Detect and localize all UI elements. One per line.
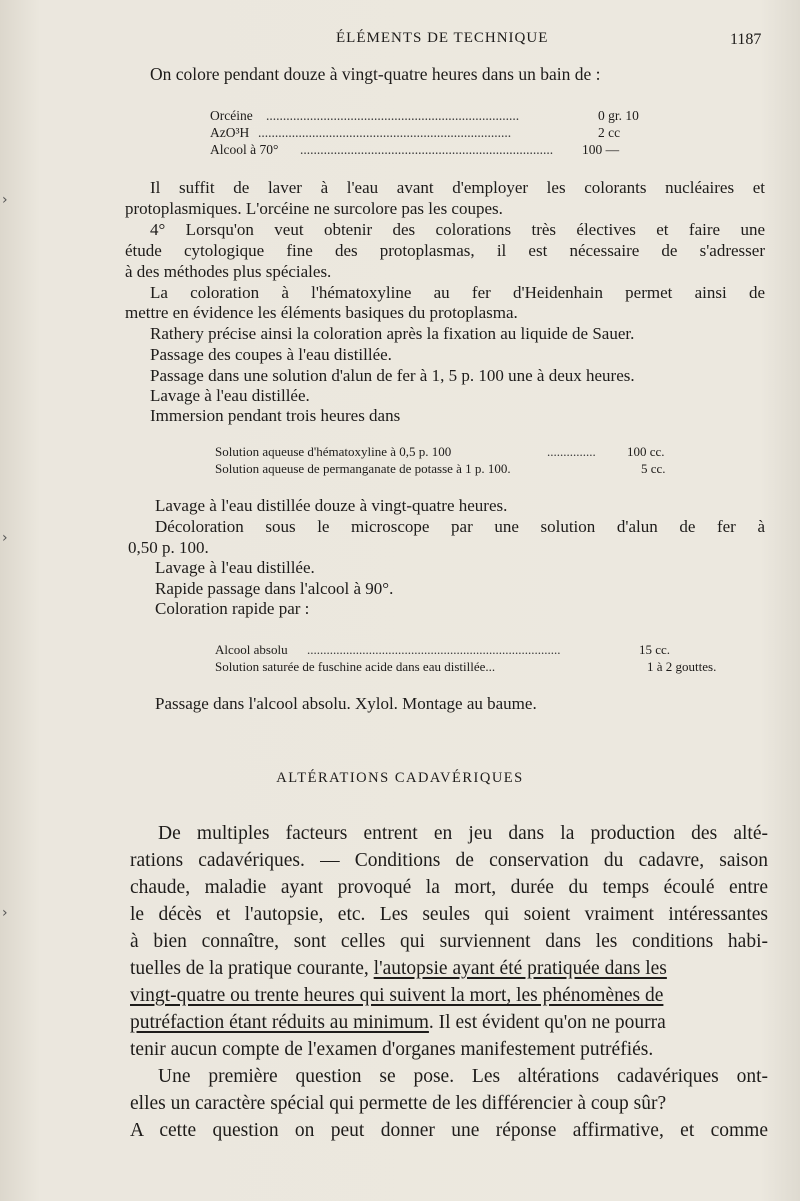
ingredient-name: AzO³H: [210, 125, 250, 140]
ingredient-qty: 2 cc: [598, 125, 621, 140]
text-line: Rapide passage dans l'alcool à 90°.: [155, 579, 394, 598]
text-line: protoplasmiques. L'orcéine ne surcolore pas les coupes.: [125, 199, 503, 218]
leader-dots: ...............: [547, 444, 596, 459]
text-segment: tuelles de la pratique courante,: [130, 958, 374, 979]
ingredient-name: Alcool absolu: [215, 642, 288, 657]
underlined-text: l'autopsie ayant été pratiquée dans les: [373, 958, 667, 979]
recipe-row: [210, 142, 670, 159]
text-line: Immersion pendant trois heures dans: [150, 406, 401, 425]
leader-dots: ..............................................................................: [307, 642, 561, 657]
text-line: rations cadavériques. — Conditions de conservation du cadavre, saison: [130, 850, 768, 871]
recipe-row: [215, 461, 695, 478]
ingredient-qty: 100 —: [582, 142, 620, 157]
recipe-row: [215, 642, 755, 659]
ingredient-qty: 100 cc.: [627, 444, 665, 459]
page-number: 1187: [730, 31, 762, 48]
ingredient-qty: 0 gr. 10: [598, 108, 639, 123]
text-line: La coloration à l'hématoxyline au fer d'Heidenhain permet ainsi de: [150, 283, 765, 302]
text-line: Lavage à l'eau distillée douze à vingt-quatre heures.: [155, 496, 508, 515]
running-title: ÉLÉMENTS DE TECHNIQUE: [336, 30, 549, 46]
recipe-row: [215, 659, 755, 676]
text-line: tenir aucun compte de l'examen d'organes manifestement putréfiés.: [130, 1039, 654, 1060]
ingredient-qty: 1 à 2 gouttes.: [647, 659, 717, 674]
text-segment: . Il est évident qu'on ne pourra: [428, 1012, 666, 1033]
text-line: Il suffit de laver à l'eau avant d'employer les colorants nucléaires et: [150, 178, 765, 197]
text-line: Lavage à l'eau distillée.: [155, 558, 315, 577]
text-line: chaude, maladie ayant provoqué la mort, durée du temps écoulé entre: [130, 877, 768, 898]
text-line: Décoloration sous le microscope par une solution d'alun de fer à: [155, 517, 765, 536]
recipe-row: [210, 108, 670, 125]
leader-dots: ...........................................................................: [266, 108, 520, 123]
underlined-text: putréfaction étant réduits au minimum: [130, 1012, 429, 1033]
text-line: Lavage à l'eau distillée.: [150, 386, 310, 405]
text-line: 0,50 p. 100.: [128, 538, 209, 557]
text-line: Rathery précise ainsi la coloration après la fixation au liquide de Sauer.: [150, 324, 635, 343]
recipe-fuschine: [215, 642, 755, 676]
text-line: Passage dans l'alcool absolu. Xylol. Montage au baume.: [155, 694, 537, 713]
text-line: De multiples facteurs entrent en jeu dans la production des alté-: [158, 823, 768, 844]
margin-mark: ›: [2, 530, 8, 546]
page-header: [0, 28, 800, 52]
recipe-row: [215, 444, 695, 461]
recipe-hematoxyline: [215, 444, 695, 478]
ingredient-name: Solution aqueuse de permanganate de potasse à 1 p. 100.: [215, 461, 511, 476]
ingredient-qty: 5 cc.: [641, 461, 666, 476]
text-line: [130, 1012, 666, 1034]
text-line: [130, 958, 768, 980]
leader-dots: ...........................................................................: [258, 125, 512, 140]
intro-line: On colore pendant douze à vingt-quatre heures dans un bain de :: [150, 64, 601, 84]
text-line: à bien connaître, sont celles qui surviennent dans les conditions habi-: [130, 931, 768, 952]
leader-dots: ...........................................................................: [300, 142, 554, 157]
text-line: à des méthodes plus spéciales.: [125, 262, 332, 281]
text-line: 4° Lorsqu'on veut obtenir des colorations très électives et faire une: [150, 220, 765, 239]
ingredient-name: Solution aqueuse d'hématoxyline à 0,5 p. 100: [215, 444, 452, 459]
text-line: elles un caractère spécial qui permette de les différencier à coup sûr?: [130, 1093, 667, 1114]
text-line: le décès et l'autopsie, etc. Les seules qui soient vraiment intéressantes: [130, 904, 768, 925]
ingredient-name: Solution saturée de fuschine acide dans eau distillée...: [215, 659, 496, 674]
margin-mark: ›: [2, 905, 8, 921]
underlined-text: vingt-quatre ou trente heures qui suivent la mort, les phénomènes de: [130, 985, 664, 1006]
text-line: mettre en évidence les éléments basiques du protoplasma.: [125, 303, 518, 322]
ingredient-name: Orcéine: [210, 108, 253, 123]
text-line: Passage dans une solution d'alun de fer à 1, 5 p. 100 une à deux heures.: [150, 366, 635, 385]
section-title: ALTÉRATIONS CADAVÉRIQUES: [276, 770, 524, 786]
text-line: étude cytologique fine des protoplasmas, il est nécessaire de s'adresser: [125, 241, 765, 260]
ingredient-qty: 15 cc.: [639, 642, 671, 657]
recipe-orceine: [210, 108, 670, 159]
text-line: Passage des coupes à l'eau distillée.: [150, 345, 392, 364]
text-line: Coloration rapide par :: [155, 599, 310, 618]
text-line: A cette question on peut donner une réponse affirmative, et comme: [130, 1120, 768, 1141]
ingredient-name: Alcool à 70°: [210, 142, 279, 157]
margin-mark: ›: [2, 192, 8, 208]
text-line: Une première question se pose. Les altérations cadavériques ont-: [158, 1066, 768, 1087]
recipe-row: [210, 125, 670, 142]
